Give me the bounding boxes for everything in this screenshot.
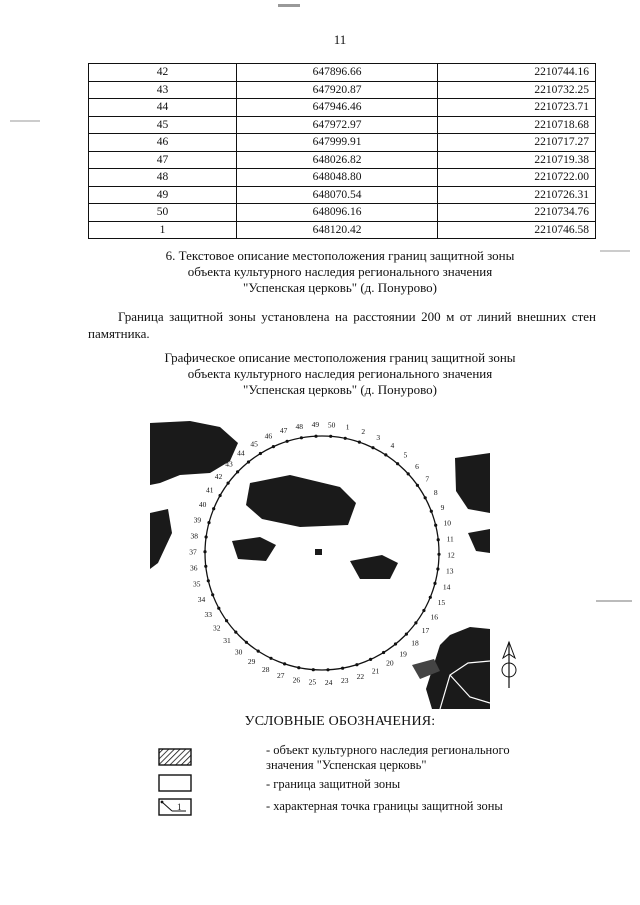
boundary-point xyxy=(269,657,272,660)
boundary-point-label: 38 xyxy=(190,531,198,541)
boundary-point-label: 36 xyxy=(190,563,198,573)
point-number-cell: 1 xyxy=(89,221,237,239)
y-coordinate-cell: 2210732.25 xyxy=(438,81,596,99)
boundary-point xyxy=(236,470,239,473)
legend-title: УСЛОВНЫЕ ОБОЗНАЧЕНИЯ: xyxy=(244,714,436,729)
boundary-point xyxy=(422,609,425,612)
point-number-cell: 48 xyxy=(89,169,237,187)
boundary-point-label: 45 xyxy=(250,439,258,449)
table-row xyxy=(89,204,596,222)
graphic-heading-line-3: "Успенская церковь" (д. Понурово) xyxy=(243,382,437,397)
boundary-point-label: 49 xyxy=(311,420,320,430)
table-row xyxy=(89,151,596,169)
y-coordinate-cell: 2210719.38 xyxy=(438,151,596,169)
x-coordinate-cell: 648070.54 xyxy=(237,186,438,204)
boundary-point xyxy=(394,642,397,645)
point-label-icon xyxy=(158,798,192,816)
graphic-heading-line-1: Графическое описание местоположения границ защитной зоны xyxy=(164,350,516,365)
description-paragraph xyxy=(88,308,596,342)
section-heading-line-1: 6. Текстовое описание местоположения границ защитной зоны xyxy=(165,248,515,263)
y-coordinate-cell: 2210746.58 xyxy=(438,221,596,239)
boundary-point xyxy=(369,658,372,661)
boundary-point-label: 34 xyxy=(197,595,206,605)
boundary-point xyxy=(434,524,437,527)
table-row xyxy=(89,134,596,152)
boundary-point xyxy=(329,435,332,438)
boundary-point-label: 1 xyxy=(345,422,350,432)
boundary-point-label: 28 xyxy=(261,665,270,675)
boundary-point-label: 12 xyxy=(447,550,455,560)
boundary-point xyxy=(429,596,432,599)
boundary-point-label: 3 xyxy=(376,432,381,442)
legend-item-point: - характерная точка границы защитной зоны xyxy=(266,799,503,813)
boundary-point-label: 15 xyxy=(437,597,446,607)
boundary-point-label: 9 xyxy=(440,502,445,512)
boundary-point-label: 30 xyxy=(234,647,243,657)
boundary-point-label: 33 xyxy=(204,609,212,619)
boundary-point xyxy=(355,663,358,666)
scan-artifact xyxy=(278,4,300,7)
boundary-point xyxy=(245,641,248,644)
boundary-point xyxy=(283,662,286,665)
table-row xyxy=(89,99,596,117)
scan-artifact xyxy=(600,250,630,252)
page-number: 11 xyxy=(333,32,347,47)
boundary-point xyxy=(344,437,347,440)
boundary-point-label: 27 xyxy=(276,671,285,681)
boundary-point xyxy=(207,521,210,524)
y-coordinate-cell: 2210722.00 xyxy=(438,169,596,187)
hatched-rectangle-icon xyxy=(158,748,192,766)
boundary-point xyxy=(433,582,436,585)
boundary-point xyxy=(225,619,228,622)
boundary-point xyxy=(207,579,210,582)
point-number-cell: 44 xyxy=(89,99,237,117)
boundary-point-label: 14 xyxy=(442,582,451,592)
x-coordinate-cell: 647972.97 xyxy=(237,116,438,134)
y-coordinate-cell: 2210744.16 xyxy=(438,64,596,82)
point-number-cell: 50 xyxy=(89,204,237,222)
boundary-point xyxy=(396,462,399,465)
point-number-cell: 42 xyxy=(89,64,237,82)
table-row xyxy=(89,186,596,204)
boundary-point xyxy=(203,550,206,553)
boundary-point xyxy=(219,494,222,497)
point-number-cell: 47 xyxy=(89,151,237,169)
boundary-point-label: 5 xyxy=(403,450,408,460)
x-coordinate-cell: 648026.82 xyxy=(237,151,438,169)
boundary-point xyxy=(382,651,385,654)
boundary-point-label: 4 xyxy=(390,440,395,450)
point-number-cell: 46 xyxy=(89,134,237,152)
north-arrow-icon xyxy=(498,640,520,690)
boundary-point-label: 25 xyxy=(308,677,317,687)
x-coordinate-cell: 648120.42 xyxy=(237,221,438,239)
boundary-point xyxy=(205,535,208,538)
table-row xyxy=(89,221,596,239)
boundary-point-label: 40 xyxy=(198,500,207,510)
boundary-point-label: 23 xyxy=(340,676,349,685)
boundary-point-label: 50 xyxy=(327,420,336,430)
boundary-point xyxy=(436,567,439,570)
table-row xyxy=(89,116,596,134)
boundary-point-label: 16 xyxy=(430,612,439,622)
boundary-point xyxy=(286,440,289,443)
boundary-point xyxy=(211,593,214,596)
boundary-point xyxy=(424,496,427,499)
point-number-cell: 45 xyxy=(89,116,237,134)
table-row xyxy=(89,64,596,82)
map-canvas xyxy=(150,413,490,709)
section-heading-line-3: "Успенская церковь" (д. Понурово) xyxy=(243,280,437,295)
boundary-point-label: 46 xyxy=(264,431,273,441)
boundary-point-label: 47 xyxy=(279,425,288,435)
boundary-point-label: 18 xyxy=(411,638,419,648)
boundary-point xyxy=(407,472,410,475)
boundary-point-label: 32 xyxy=(213,623,221,633)
y-coordinate-cell: 2210723.71 xyxy=(438,99,596,117)
boundary-point-label: 10 xyxy=(443,518,452,528)
legend-item-heritage-line-2: значения "Успенская церковь" xyxy=(266,758,427,772)
scan-artifact xyxy=(10,120,40,122)
boundary-point xyxy=(259,452,262,455)
boundary-point xyxy=(272,445,275,448)
boundary-point-label: 11 xyxy=(446,534,454,544)
y-coordinate-cell: 2210718.68 xyxy=(438,116,596,134)
boundary-point-label: 26 xyxy=(292,675,301,685)
boundary-point xyxy=(212,507,215,510)
boundary-point-label: 7 xyxy=(425,474,430,484)
boundary-point xyxy=(312,668,315,671)
boundary-point xyxy=(405,633,408,636)
boundary-point-label: 48 xyxy=(295,422,304,431)
boundary-point xyxy=(341,667,344,670)
boundary-point-label: 43 xyxy=(225,459,233,469)
protection-zone-map xyxy=(150,413,490,709)
boundary-point-label: 42 xyxy=(214,472,223,481)
x-coordinate-cell: 647946.46 xyxy=(237,99,438,117)
boundary-point-label: 6 xyxy=(415,461,419,471)
empty-rectangle-icon xyxy=(158,774,192,792)
y-coordinate-cell: 2210734.76 xyxy=(438,204,596,222)
x-coordinate-cell: 647999.91 xyxy=(237,134,438,152)
boundary-point xyxy=(300,436,303,439)
boundary-point-label: 17 xyxy=(421,626,430,635)
boundary-point-label: 44 xyxy=(237,448,245,458)
description-text: Граница защитной зоны установлена на расстоянии 200 м от линий внешних стен памятника. xyxy=(88,309,596,341)
boundary-point xyxy=(227,482,230,485)
x-coordinate-cell: 648048.80 xyxy=(237,169,438,187)
x-coordinate-cell: 648096.16 xyxy=(237,204,438,222)
boundary-point-label: 29 xyxy=(247,657,256,667)
boundary-point-label: 41 xyxy=(205,485,214,495)
boundary-point-label: 20 xyxy=(386,658,394,668)
boundary-point xyxy=(358,441,361,444)
section-heading-line-2: объекта культурного наследия регионального значения xyxy=(187,264,493,279)
table-row xyxy=(89,81,596,99)
boundary-point xyxy=(314,435,317,438)
boundary-point xyxy=(217,607,220,610)
svg-text:1: 1 xyxy=(177,802,182,812)
boundary-point-label: 39 xyxy=(193,515,202,525)
boundary-point-label: 19 xyxy=(399,649,407,659)
legend-item-boundary: - граница защитной зоны xyxy=(266,777,401,791)
boundary-point xyxy=(430,510,433,513)
point-number-cell: 49 xyxy=(89,186,237,204)
y-coordinate-cell: 2210717.27 xyxy=(438,134,596,152)
boundary-point-label: 13 xyxy=(446,566,454,576)
boundary-point-label: 2 xyxy=(361,426,366,436)
boundary-point xyxy=(247,460,250,463)
boundary-point-label: 8 xyxy=(433,488,438,498)
boundary-point xyxy=(204,565,207,568)
graphic-heading-line-2: объекта культурного наследия регионального значения xyxy=(187,366,493,381)
x-coordinate-cell: 647920.87 xyxy=(237,81,438,99)
boundary-point xyxy=(437,538,440,541)
boundary-point-label: 22 xyxy=(356,672,365,682)
boundary-point-label: 37 xyxy=(189,547,197,557)
boundary-point xyxy=(297,666,300,669)
boundary-point xyxy=(371,446,374,449)
boundary-point xyxy=(234,631,237,634)
boundary-point xyxy=(437,553,440,556)
coordinates-table xyxy=(88,63,596,239)
scan-artifact xyxy=(596,600,632,602)
boundary-point-label: 31 xyxy=(223,636,231,646)
boundary-point-label: 24 xyxy=(324,677,333,687)
legend-item-heritage-line-1: - объект культурного наследия регионального xyxy=(266,743,510,757)
point-number-cell: 43 xyxy=(89,81,237,99)
boundary-point-label: 35 xyxy=(192,579,201,589)
boundary-point xyxy=(384,453,387,456)
table-row xyxy=(89,169,596,187)
boundary-point xyxy=(326,668,329,671)
boundary-point xyxy=(416,484,419,487)
boundary-point-label: 21 xyxy=(371,666,380,676)
boundary-point xyxy=(414,621,417,624)
boundary-point xyxy=(257,650,260,653)
y-coordinate-cell: 2210726.31 xyxy=(438,186,596,204)
x-coordinate-cell: 647896.66 xyxy=(237,64,438,82)
